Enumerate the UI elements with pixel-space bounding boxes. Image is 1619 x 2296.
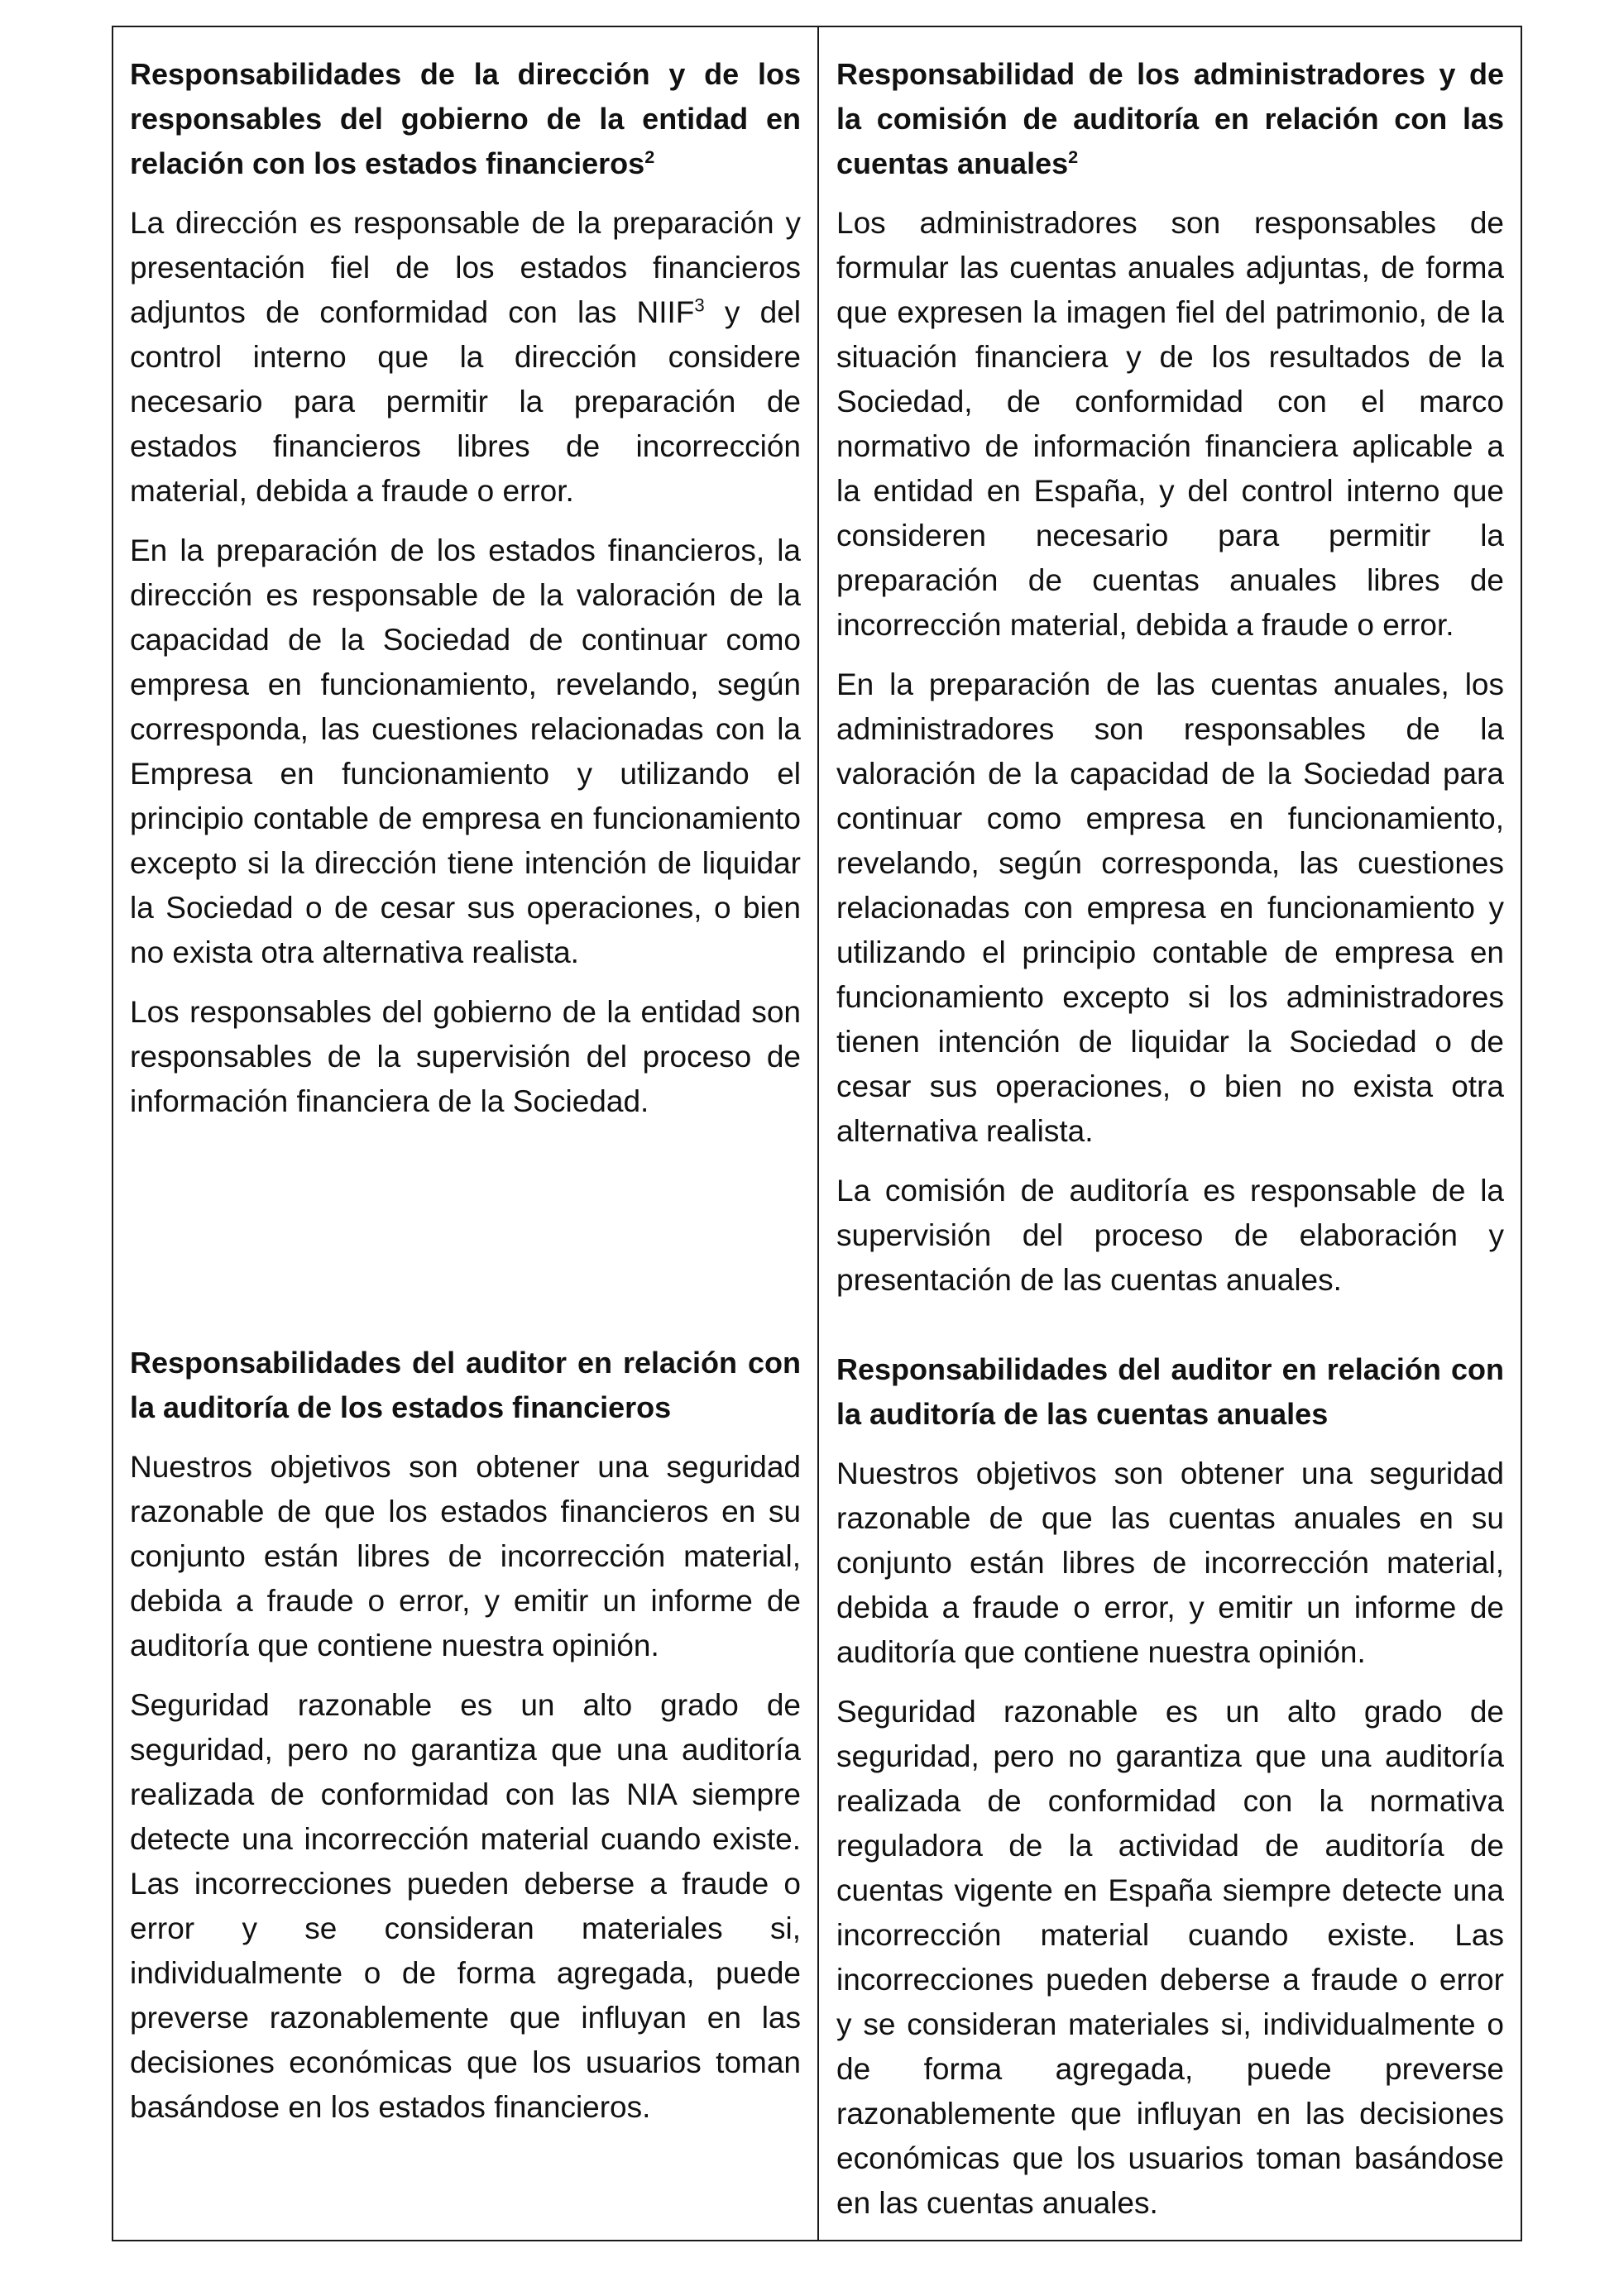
directors-paragraph-2: En la preparación de las cuentas anuales, los administradores son responsables de la valoración de la capacidad de la Sociedad para continuar como empresa en funcionamiento, revelando, según corresponda, las cuestiones relacionadas con empresa en funcionamiento y utilizando el principio contable de empresa en funcionamiento excepto si los administradores tienen intención de liquidar la Sociedad o de cesar sus operaciones, o bien no exista otra alternativa realista. xyxy=(836,667,1504,1148)
auditor-paragraph-1: Nuestros objetivos son obtener una seguridad razonable de que los estados financieros en su conjunto están libres de incorrección material, debida a fraude o error, y emitir un informe de auditoría que contiene nuestra opinión. xyxy=(130,1450,801,1662)
auditor-responsibilities-heading: Responsabilidades del auditor en relación con la auditoría de las cuentas anuales xyxy=(836,1352,1504,1431)
auditor-paragraph-1: Nuestros objetivos son obtener una seguridad razonable de que las cuentas anuales en su conjunto están libres de incorrección material, debida a fraude o error, y emitir un informe de auditoría que contiene nuestra opinión. xyxy=(836,1457,1504,1669)
directors-paragraph-3: La comisión de auditoría es responsable de la supervisión del proceso de elaboración y presentación de las cuentas anuales. xyxy=(836,1174,1504,1297)
directors-responsibilities-section xyxy=(836,52,1504,1303)
management-paragraph-2: En la preparación de los estados financieros, la dirección es responsable de la valoración de la capacidad de la Sociedad de continuar como empresa en funcionamiento, revelando, según corresponda, las cuestiones relacionadas con la Empresa en funcionamiento y utilizando el principio contable de empresa en funcionamiento excepto si la dirección tiene intención de liquidar la Sociedad o de cesar sus operaciones, o bien no exista otra alternativa realista. xyxy=(130,533,801,969)
footnote-ref-3: 3 xyxy=(694,294,705,316)
auditor-responsibilities-heading: Responsabilidades del auditor en relación con la auditoría de los estados financieros xyxy=(130,1346,801,1424)
management-paragraph-1: La dirección es responsable de la preparación y presentación fiel de los estados financieros adjuntos de conformidad con las NIIF$^3$ y del control interno que la dirección considere necesario para permitir la preparación de estados financieros libres de incorrección material, debida a fraude o error. xyxy=(130,206,801,508)
auditor-paragraph-2: Seguridad razonable es un alto grado de seguridad, pero no garantiza que una auditoría realizada de conformidad con las NIA siempre detecte una incorrección material cuando existe. Las incorrecciones pueden deberse a fraude o error y se consideran materiales si, individualmente o de forma agregada, puede preverse razonablemente que influyan en las decisiones económicas que los usuarios toman basándose en los estados financieros. xyxy=(130,1688,801,2124)
footnote-ref-2: 2 xyxy=(644,146,655,167)
directors-paragraph-1: Los administradores son responsables de formular las cuentas anuales adjuntas, de forma que expresen la imagen fiel del patrimonio, de la situación financiera y de los resultados de la Sociedad, de conformidad con el marco normativo de información financiera aplicable a la entidad en España, y del control interno que consideren necesario para permitir la preparación de cuentas anuales libres de incorrección material, debida a fraude o error. xyxy=(836,206,1504,642)
comparison-table xyxy=(112,26,1522,2241)
management-paragraph-3: Los responsables del gobierno de la entidad son responsables de la supervisión del proceso de información financiera de la Sociedad. xyxy=(130,995,801,1118)
management-responsibilities-heading: Responsabilidades de la dirección y de los responsables del gobierno de la entidad en relación con los estados financieros$^2$ xyxy=(130,57,801,180)
footnote-ref-2: 2 xyxy=(1068,146,1079,167)
niif-column xyxy=(113,27,819,2240)
auditor-paragraph-2: Seguridad razonable es un alto grado de seguridad, pero no garantiza que una auditoría realizada de conformidad con la normativa reguladora de la actividad de auditoría de cuentas vigente en España siempre detecte una incorrección material cuando existe. Las incorrecciones pueden deberse a fraude o error y se consideran materiales si, individualmente o de forma agregada, puede preverse razonablemente que influyan en las decisiones económicas que los usuarios toman basándose en las cuentas anuales. xyxy=(836,1695,1504,2220)
spain-column xyxy=(819,27,1521,2240)
auditor-responsibilities-section xyxy=(836,1347,1504,2226)
management-responsibilities-section xyxy=(130,52,801,1124)
auditor-responsibilities-section xyxy=(130,1341,801,2130)
directors-responsibilities-heading: Responsabilidad de los administradores y de la comisión de auditoría en relación con las cuentas anuales$^2$ xyxy=(836,57,1504,180)
